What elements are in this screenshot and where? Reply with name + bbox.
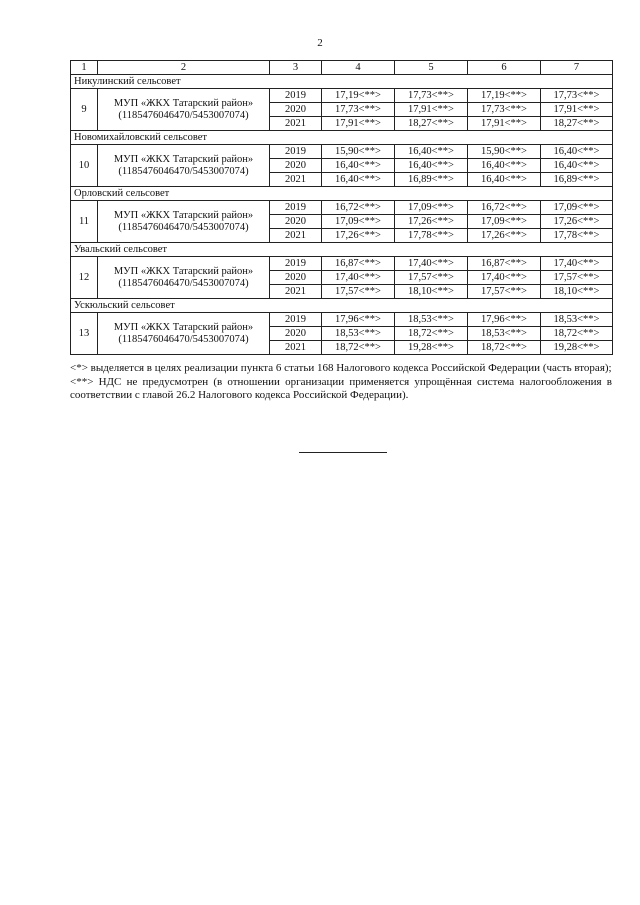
value-cell: 17,19<**> [468, 89, 541, 103]
footnotes [70, 362, 612, 403]
header-cell: 6 [468, 61, 541, 75]
value-cell: 17,40<**> [322, 271, 395, 285]
organization-cell [98, 89, 270, 131]
value-cell: 17,91<**> [322, 117, 395, 131]
section-title: Увальский сельсовет [71, 243, 613, 257]
header-cell: 3 [270, 61, 322, 75]
value-cell: 18,27<**> [541, 117, 613, 131]
organization-ids: (1185476046470/5453007074) [118, 277, 249, 289]
footnote-vat-not-applicable: <**> НДС не предусмотрен (в отношении организации применяется упрощённая система налогообложения в соответствии с главой 26.2 Налогового кодекса Российской Федерации). [70, 375, 612, 401]
table-row [71, 89, 613, 103]
tariff-table [70, 60, 613, 355]
section-title: Орловский сельсовет [71, 187, 613, 201]
section-title-row [71, 131, 613, 145]
organization-cell [98, 145, 270, 187]
value-cell: 17,40<**> [468, 271, 541, 285]
section-title-row [71, 75, 613, 89]
value-cell: 18,10<**> [541, 285, 613, 299]
value-cell: 16,40<**> [541, 159, 613, 173]
value-cell: 18,72<**> [395, 327, 468, 341]
section-title: Новомихайловский сельсовет [71, 131, 613, 145]
value-cell: 17,26<**> [322, 229, 395, 243]
value-cell: 17,26<**> [395, 215, 468, 229]
table-row [71, 257, 613, 271]
section-title-row [71, 299, 613, 313]
value-cell: 17,09<**> [395, 201, 468, 215]
section-title: Ускюльский сельсовет [71, 299, 613, 313]
organization-ids: (1185476046470/5453007074) [118, 221, 249, 233]
value-cell: 17,57<**> [541, 271, 613, 285]
organization-cell [98, 313, 270, 355]
value-cell: 17,91<**> [395, 103, 468, 117]
organization-ids: (1185476046470/5453007074) [118, 165, 249, 177]
value-cell: 17,26<**> [468, 229, 541, 243]
value-cell: 17,78<**> [541, 229, 613, 243]
value-cell: 17,57<**> [468, 285, 541, 299]
value-cell: 18,72<**> [541, 327, 613, 341]
organization-name: МУП «ЖКХ Татарский район» [113, 265, 254, 277]
year-cell: 2021 [270, 117, 322, 131]
value-cell: 18,10<**> [395, 285, 468, 299]
value-cell: 17,73<**> [468, 103, 541, 117]
value-cell: 17,78<**> [395, 229, 468, 243]
value-cell: 16,40<**> [541, 145, 613, 159]
row-number: 13 [71, 313, 98, 355]
value-cell: 18,27<**> [395, 117, 468, 131]
year-cell: 2020 [270, 159, 322, 173]
value-cell: 17,09<**> [468, 215, 541, 229]
value-cell: 15,90<**> [322, 145, 395, 159]
year-cell: 2019 [270, 89, 322, 103]
value-cell: 16,40<**> [395, 159, 468, 173]
year-cell: 2020 [270, 327, 322, 341]
value-cell: 18,53<**> [395, 313, 468, 327]
value-cell: 17,09<**> [541, 201, 613, 215]
section-title-row [71, 243, 613, 257]
year-cell: 2019 [270, 257, 322, 271]
table-row [71, 145, 613, 159]
table-row [71, 201, 613, 215]
value-cell: 16,40<**> [468, 159, 541, 173]
page-number: 2 [317, 37, 323, 49]
value-cell: 16,40<**> [322, 159, 395, 173]
organization-name: МУП «ЖКХ Татарский район» [113, 153, 254, 165]
value-cell: 17,40<**> [541, 257, 613, 271]
value-cell: 17,19<**> [322, 89, 395, 103]
value-cell: 17,73<**> [395, 89, 468, 103]
header-cell: 7 [541, 61, 613, 75]
year-cell: 2019 [270, 313, 322, 327]
row-number: 9 [71, 89, 98, 131]
value-cell: 18,53<**> [541, 313, 613, 327]
organization-name: МУП «ЖКХ Татарский район» [113, 97, 254, 109]
value-cell: 16,87<**> [468, 257, 541, 271]
value-cell: 19,28<**> [395, 341, 468, 355]
header-cell: 2 [98, 61, 270, 75]
value-cell: 16,72<**> [322, 201, 395, 215]
header-cell: 1 [71, 61, 98, 75]
value-cell: 16,72<**> [468, 201, 541, 215]
value-cell: 17,73<**> [541, 89, 613, 103]
value-cell: 16,40<**> [395, 145, 468, 159]
value-cell: 17,96<**> [468, 313, 541, 327]
value-cell: 18,72<**> [322, 341, 395, 355]
table-body [71, 61, 613, 355]
header-cell: 5 [395, 61, 468, 75]
value-cell: 18,72<**> [468, 341, 541, 355]
table-row [71, 313, 613, 327]
value-cell: 17,40<**> [395, 257, 468, 271]
value-cell: 17,91<**> [468, 117, 541, 131]
value-cell: 16,87<**> [322, 257, 395, 271]
value-cell: 16,40<**> [322, 173, 395, 187]
value-cell: 19,28<**> [541, 341, 613, 355]
year-cell: 2019 [270, 201, 322, 215]
value-cell: 18,53<**> [468, 327, 541, 341]
header-cell: 4 [322, 61, 395, 75]
footnote-vat-allocation: <*> выделяется в целях реализации пункта 6 статьи 168 Налогового кодекса Российской Федерации (часть вторая); [70, 362, 612, 374]
year-cell: 2020 [270, 271, 322, 285]
value-cell: 15,90<**> [468, 145, 541, 159]
row-number: 11 [71, 201, 98, 243]
year-cell: 2020 [270, 215, 322, 229]
value-cell: 18,53<**> [322, 327, 395, 341]
organization-cell [98, 257, 270, 299]
year-cell: 2021 [270, 341, 322, 355]
value-cell: 17,09<**> [322, 215, 395, 229]
value-cell: 17,96<**> [322, 313, 395, 327]
value-cell: 16,89<**> [395, 173, 468, 187]
year-cell: 2021 [270, 173, 322, 187]
year-cell: 2019 [270, 145, 322, 159]
organization-ids: (1185476046470/5453007074) [118, 109, 249, 121]
value-cell: 17,57<**> [322, 285, 395, 299]
year-cell: 2021 [270, 285, 322, 299]
year-cell: 2020 [270, 103, 322, 117]
section-title-row [71, 187, 613, 201]
organization-name: МУП «ЖКХ Татарский район» [113, 209, 254, 221]
year-cell: 2021 [270, 229, 322, 243]
organization-name: МУП «ЖКХ Татарский район» [113, 321, 254, 333]
value-cell: 16,40<**> [468, 173, 541, 187]
end-divider [299, 452, 387, 453]
organization-cell [98, 201, 270, 243]
value-cell: 16,89<**> [541, 173, 613, 187]
organization-ids: (1185476046470/5453007074) [118, 333, 249, 345]
row-number: 10 [71, 145, 98, 187]
table-header-row [71, 61, 613, 75]
value-cell: 17,26<**> [541, 215, 613, 229]
value-cell: 17,91<**> [541, 103, 613, 117]
value-cell: 17,73<**> [322, 103, 395, 117]
row-number: 12 [71, 257, 98, 299]
value-cell: 17,57<**> [395, 271, 468, 285]
section-title: Никулинский сельсовет [71, 75, 613, 89]
